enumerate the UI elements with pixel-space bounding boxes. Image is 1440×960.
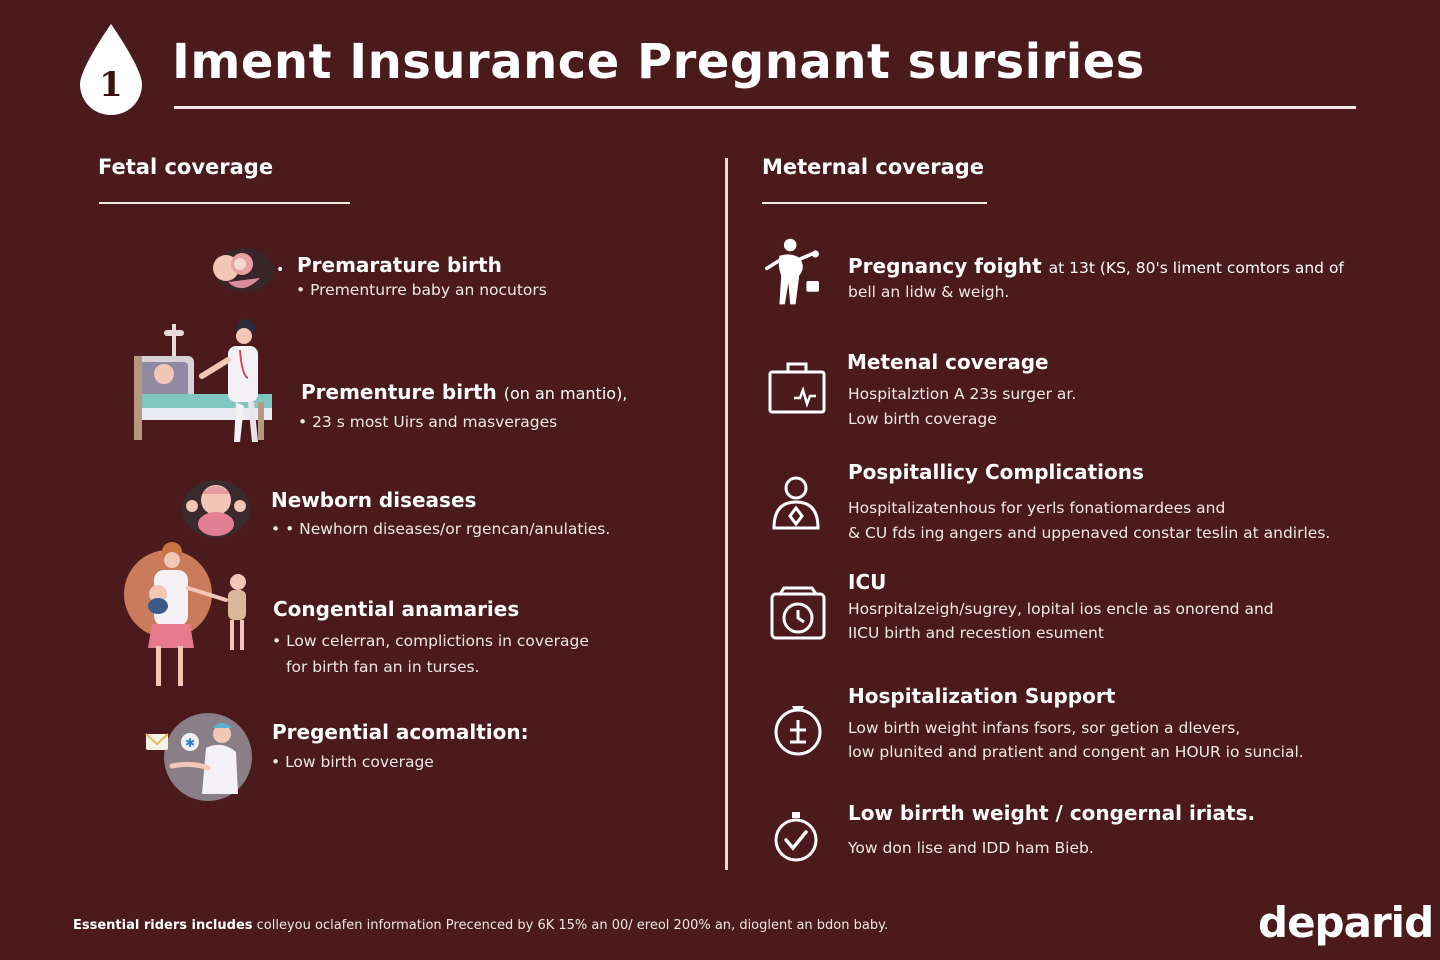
footer-bold-lead: Essential riders includes <box>73 918 253 933</box>
maternal-item-4-line-2: IICU birth and recestion esument <box>848 624 1104 642</box>
fetal-item-1-line-1: • Prementurre baby an nocutors <box>296 281 547 299</box>
weight-scale-icon <box>770 694 834 766</box>
footer-note <box>73 918 888 933</box>
fetal-item-5-line-1: • Low birth coverage <box>271 753 434 771</box>
maternal-item-5-line-1: Low birth weight infans fsors, sor getion a dlevers, <box>848 719 1241 737</box>
mother-child-illustration-icon <box>122 540 254 692</box>
fetal-item-1-title: Premarature birth <box>297 253 502 277</box>
bullet-dot: • <box>276 262 285 278</box>
fetal-item-4-line-1: • Low celerran, complictions in coverage <box>272 632 589 650</box>
patient-icon <box>766 470 830 542</box>
page-title: Iment Insurance Pregnant sursiries <box>172 34 1145 90</box>
fetal-item-2-title <box>301 380 627 404</box>
maternal-section-rule <box>762 202 987 204</box>
maternal-item-3-line-2: & CU fds ing angers and uppenaved constar teslin at andirles. <box>848 524 1331 542</box>
fetal-item-2-title-main: Prementure birth <box>301 380 497 404</box>
brand-logo: deparid <box>1258 898 1434 947</box>
fetal-item-5-title: Pregential acomaltion: <box>272 720 529 744</box>
maternal-item-6-line-1: Yow don lise and IDD ham Bieb. <box>848 839 1094 857</box>
maternal-item-2-line-1: Hospitalztion A 23s surger ar. <box>848 385 1077 403</box>
newborn-baby-illustration-icon <box>180 478 252 540</box>
maternal-item-5-title: Hospitalization Support <box>848 684 1116 708</box>
fetal-item-2-title-note: (on an mantio), <box>503 384 628 403</box>
maternal-item-4-line-1: Hosrpitalzeigh/sugrey, lopital ios encle as onorend and <box>848 600 1274 618</box>
icu-clock-icon <box>766 580 830 652</box>
premature-baby-illustration-icon <box>204 244 274 300</box>
pregnant-woman-icon <box>760 236 824 308</box>
maternal-item-1-title-main: Pregnancy foight <box>848 254 1042 278</box>
maternal-item-2-title: Metenal coverage <box>847 350 1049 374</box>
consultation-illustration-icon <box>142 712 254 802</box>
fetal-item-3-title: Newborn diseases <box>271 488 477 512</box>
column-divider <box>725 158 728 870</box>
maternal-item-1-title <box>848 254 1344 278</box>
medical-bag-icon <box>766 352 830 424</box>
logo-number: 1 <box>99 65 123 105</box>
maternal-item-3-title: Pospitallicy Complications <box>848 460 1144 484</box>
fetal-section-rule <box>99 202 350 204</box>
title-divider <box>174 106 1356 109</box>
maternal-item-2-line-2: Low birth coverage <box>848 410 997 428</box>
maternal-section-title: Meternal coverage <box>762 155 985 179</box>
drop-logo-icon <box>76 22 146 118</box>
footer-text: colleyou oclafen information Precenced by 6K 15% an 00/ ereol 200% an, dioglent an bdon baby. <box>256 918 889 933</box>
maternal-item-3-line-1: Hospitalizatenhous for yerls fonatiomardees and <box>848 499 1226 517</box>
maternal-item-1-title-note: at 13t (KS, 80's liment comtors and of <box>1048 259 1344 277</box>
maternal-item-1-line-1: bell an lidw & weigh. <box>848 283 1010 301</box>
fetal-item-4-line-2: for birth fan an in turses. <box>286 658 480 676</box>
maternal-item-4-title: ICU <box>848 570 887 594</box>
check-clock-icon <box>770 800 834 872</box>
maternal-item-5-line-2: low plunited and pratient and congent an HOUR io suncial. <box>848 743 1304 761</box>
maternal-item-6-title: Low birrth weight / congernal iriats. <box>848 801 1256 825</box>
fetal-item-2-line-1: • 23 s most Uirs and masverages <box>298 413 558 431</box>
fetal-item-4-title: Congential anamaries <box>273 597 520 621</box>
fetal-section-title: Fetal coverage <box>98 155 274 179</box>
hospital-bed-illustration-icon <box>128 316 274 448</box>
svg-text:✱: ✱ <box>184 736 196 750</box>
fetal-item-3-line-1: • • Newhorn diseases/or rgencan/anulaties. <box>271 520 611 538</box>
